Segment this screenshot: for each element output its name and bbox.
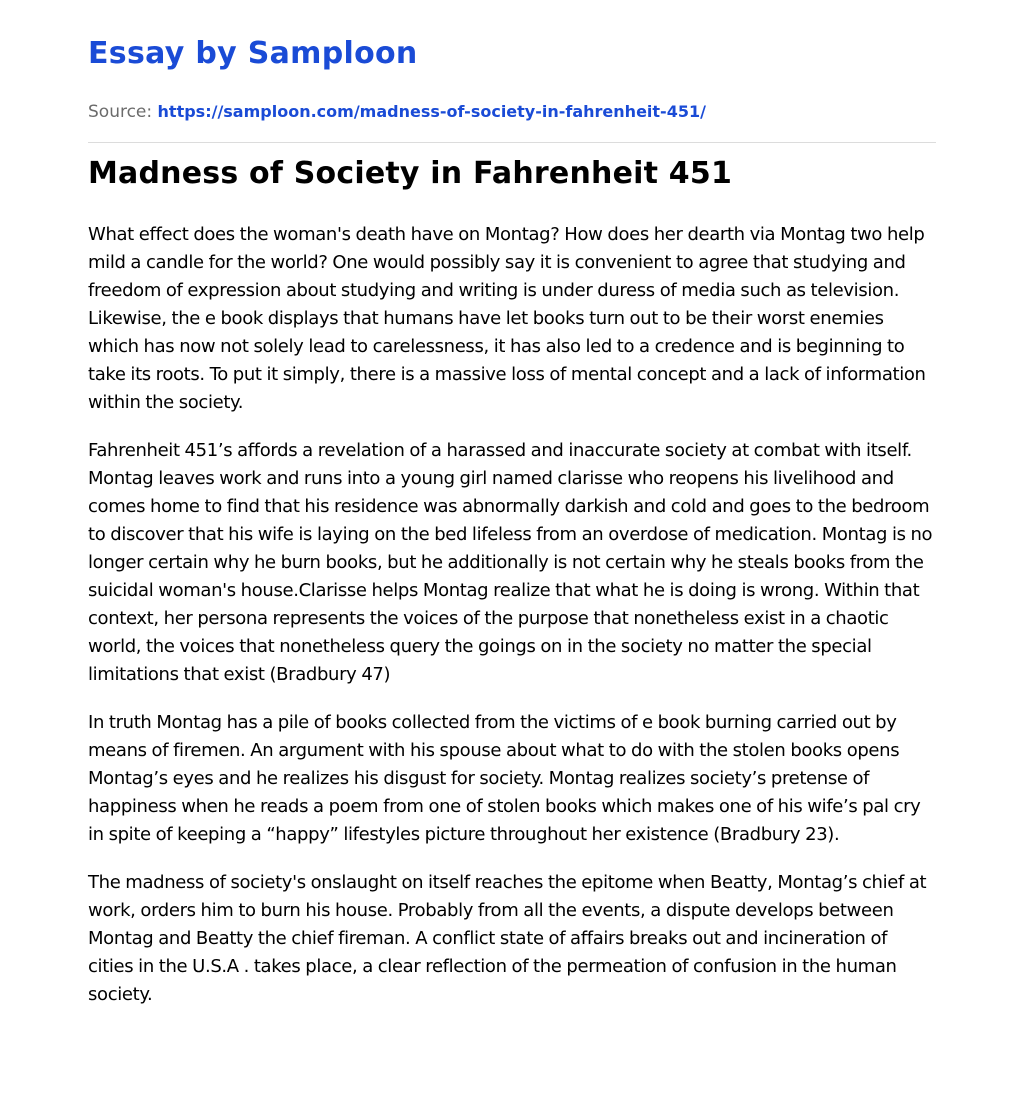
essay-paragraph: The madness of society's onslaught on itself reaches the epitome when Beatty, Montag’s chief at work, orders him to burn his house. Probably from all the events, a dispute develops between Montag and Beatty the chief fireman. A conflict state of affairs breaks out and incineration of cities in the U.S.A . takes place, a clear reflection of the permeation of confusion in the human society. [88,872,927,1005]
site-brand: Essay by Samploon [88,36,418,71]
source-line [88,102,706,122]
essay-body [88,221,936,1029]
essay-title: Madness of Society in Fahrenheit 451 [88,156,733,191]
source-label: Source: [88,102,158,122]
essay-paragraph: What effect does the woman's death have on Montag? How does her dearth via Montag two help mild a candle for the world? One would possibly say it is convenient to agree that studying and freedom of expression about studying and writing is under duress of media such as television. Likewise, the e book displays that humans have let books turn out to be their worst enemies which has now not solely lead to carelessness, it has also led to a credence and is beginning to take its roots. To put it simply, there is a massive loss of mental concept and a lack of information within the society. [88,224,926,413]
header-divider [88,142,936,143]
source-link[interactable]: https://samploon.com/madness-of-society-in-fahrenheit-451/ [157,102,706,121]
essay-paragraph: Fahrenheit 451’s affords a revelation of a harassed and inaccurate society at combat with itself. Montag leaves work and runs into a young girl named clarisse who reopens his livelihood and comes home to find that his residence was abnormally darkish and cold and goes to the bedroom to discover that his wife is laying on the bed lifeless from an overdose of medication. Montag is no longer certain why he burn books, but he additionally is not certain why he steals books from the suicidal woman's house.Clarisse helps Montag realize that what he is doing is wrong. Within that context, her persona represents the voices of the purpose that nonetheless exist in a chaotic world, the voices that nonetheless query the goings on in the society no matter the special limitations that exist (Bradbury 47) [88,440,933,685]
essay-paragraph: In truth Montag has a pile of books collected from the victims of e book burning carried out by means of firemen. An argument with his spouse about what to do with the stolen books opens Montag’s eyes and he realizes his disgust for society. Montag realizes society’s pretense of happiness when he reads a poem from one of stolen books which makes one of his wife’s pal cry in spite of keeping a “happy” lifestyles picture throughout her existence (Bradbury 23). [88,712,921,845]
